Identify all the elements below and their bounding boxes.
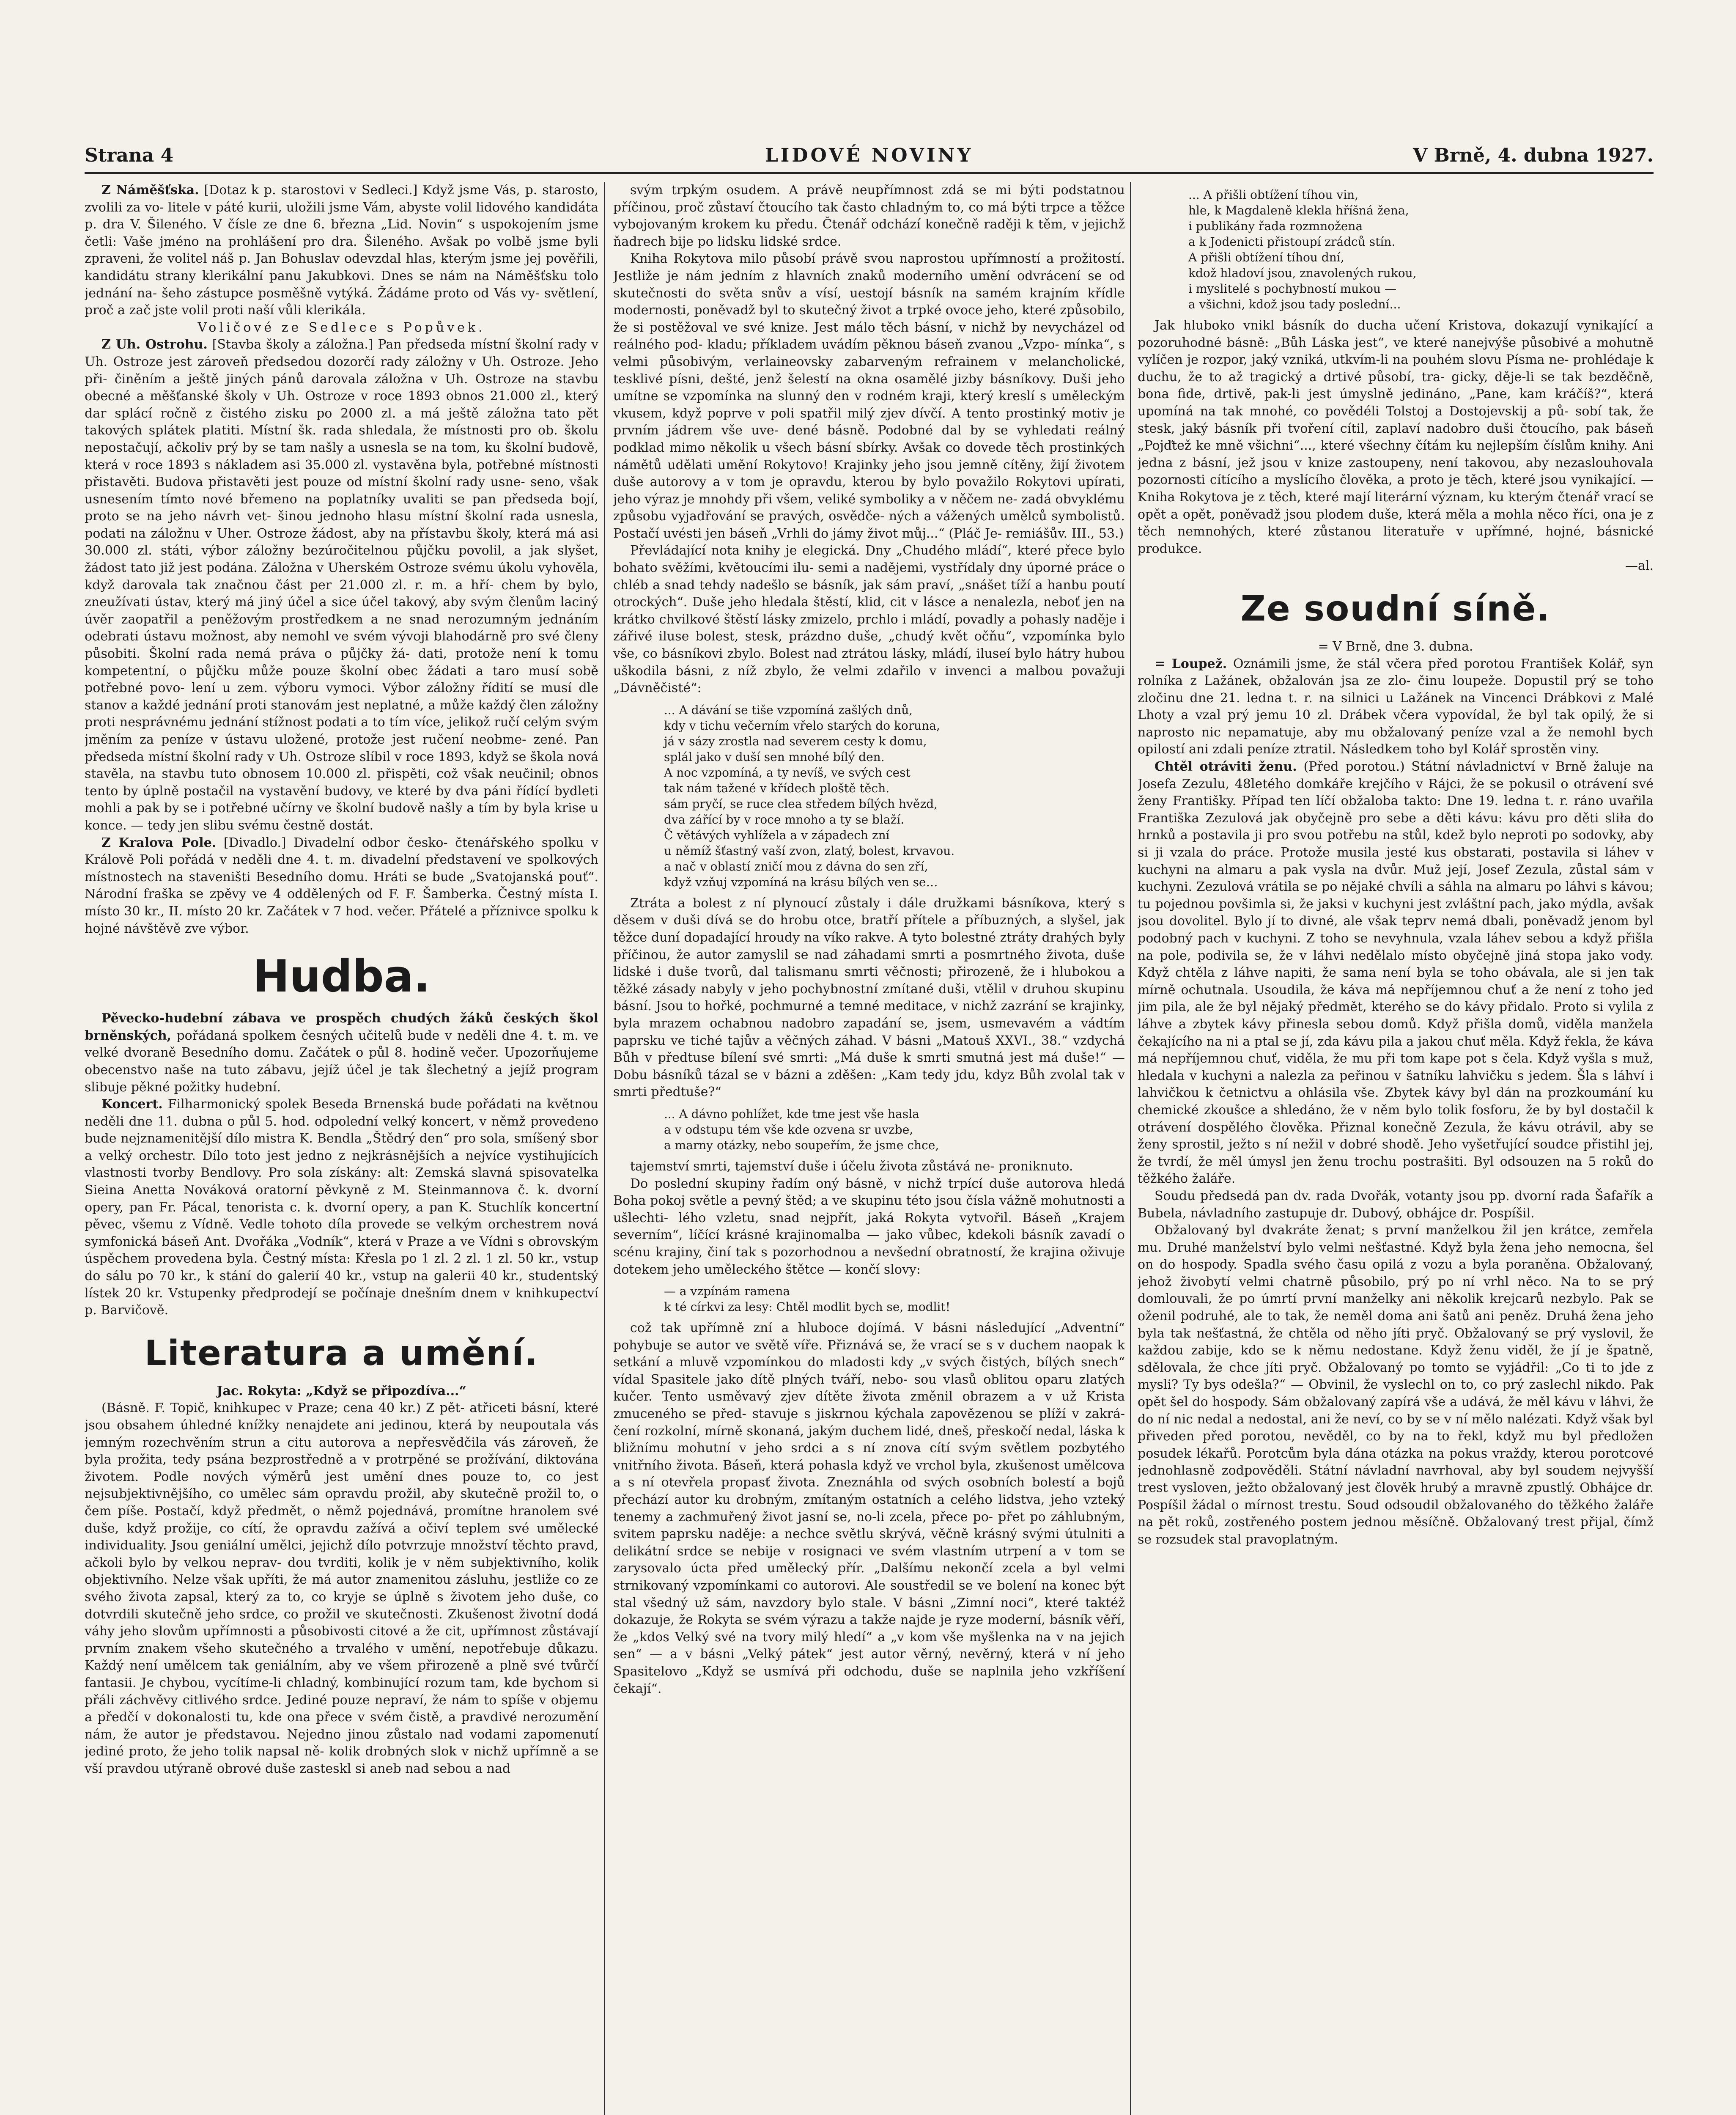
poem-line: a všichni, kdož jsou tady poslední... bbox=[1188, 297, 1401, 311]
review-paragraph-3: Převládající nota knihy je elegická. Dny „Chudého mládí“, které přece bylo bohato svěžími, květoucími ilu- semi a nadějemi, vystřídaly dny úporné práce o chléb a snad tehdy nadešlo se básník, jak sám praví, „snášet tíží a hanbu poutí otrockých“. Duše jeho hledala štěstí, klid, cit v lásce a nenalezla, neboť jen na krátko chvilkové štěstí lásky zmizelo, prchlo i mládí, povadly a pohasly naděje i zářivé iluse bolest, stesk, prázdno duše, „chudý květ očňu“, vzpomínka bylo vše, co básníkovi zbylo. Bolest nad ztrátou lásky, mládí, iluseí bylo hátry hubou uškodila básni, z níž zbylo, že velmi zdařilo v invenci a malbou považuji „Dávněčisté“: bbox=[613, 543, 1125, 696]
poem-line: ... A dávno pohlížet, kde tme jest vše hasla bbox=[664, 1107, 919, 1121]
poem-davne-ciste bbox=[664, 702, 1125, 890]
body-hudba-zabava: pořádaná spolkem česných učitelů bude v neděli dne 4. t. m. ve velké dvoraně Besedního domu. Začátek o půl 8. hodině večer. Upozorňujeme obecenstvo naše na tuto zábavu, jejíž účel je tak šlechetný a jejíž program slibuje pěkné požitky hudební. bbox=[85, 1028, 598, 1095]
body-namestsko: [Dotaz k p. starostovi v Sedleci.] Když jsme Vás, p. starosto, zvolili za vo- litele v páté kurii, uložili jsme Vám, abyste volil lidového kandidáta p. dra V. Šileného. V čísle ze dne 6. března „Lid. Novin“ s uspokojením jsme četli: Vaše jméno na prohlášení pro dra. Šileného. Avšak po volbě jsme byli zpraveni, že volitel náš p. Jan Bohuslav odevzdal hlas, kterým jsme jej pověřili, kandidátu strany klerikální panu Jakubkovi. Dnes se nám na Náměšťsku tolo jednání na- šeho zástupce posměšně vytýká. Žádáme proto od Vás vy- světlení, proč a zač jste volil proti naší vůli klerikála. bbox=[85, 183, 598, 318]
heading-koncert: Koncert. bbox=[101, 1097, 163, 1112]
poem-line: ... A přišli obtížení tíhou vin, bbox=[1188, 188, 1359, 202]
newspaper-title: LIDOVÉ NOVINY bbox=[765, 145, 974, 166]
heading-loupez: = Loupež. bbox=[1155, 656, 1227, 671]
court-composition: Soudu předsedá pan dv. rada Dvořák, votanty jsou pp. dvorní rada Šafařík a Bubela, návladního zastupuje dr. Dubový, obhájce dr. Pospíšil. bbox=[1138, 1188, 1654, 1221]
poem-line: — a vzpínám ramena bbox=[664, 1284, 790, 1299]
article-loupez bbox=[1138, 656, 1654, 759]
article-ostroh bbox=[85, 336, 598, 834]
article-koncert bbox=[85, 1096, 598, 1319]
body-kralovo-pole: [Divadlo.] Divadelní odbor česko- čtenářského spolku v Králově Poli pořádá v neděli dne 4. t. m. divadelní představení ve spolkových místnostech na staveništi Besedního domu. Hráti se bude „Svatojanská pouť“. Národní fraška se zpěvy ve 4 oddělených od F. F. Šamberka. Čestný místa I. místo 30 kr., II. místo 20 kr. Začátek v 7 hod. večer. Přátelé a příznivce spolku k hojné návštěvě zve výbor. bbox=[85, 835, 598, 936]
heading-kralovo-pole: Z Kralova Pole. bbox=[101, 835, 217, 850]
poem-line: kdož hladoví jsou, znavolených rukou, bbox=[1188, 266, 1417, 280]
review-paragraph-7: což tak upřímně zní a hluboce dojímá. V básni následující „Adventní“ pohybuje se autor ve světě víře. Přiznává se, že vrací se s v duchem naopak k setkání a mluvě vzpomínkou do mladosti kdy „v svých čistých, bílých snech“ vídal Spasitele jako dítě plných tváří, nebo- sou vlasů oblitou oparu zlatých kučer. Tento usměvavý zjev dítěte života změnil obrazem a v už Krista zmuceného se před- stavuje s jiskrnou kýchala zapovězenou se plíží v zakrá- čení rozkolní, mírně skonaná, jakým duchem lidé, dneš, přeskočí nedal, láska k bližnímu mohutní v jeho srdci a s ní znova cítí svým světlem pozbytého vnitřního života. Báseň, která pohasla když ve vrchol byla, zkušenost umělcova a s ní otevřela propasť života. Zneznáhla od svých osobních bolestí a bojů přechází autor ku drobným, zmítaným ostatních a celého lidstva, jeho vzteký tenemy a zachmuřený život jasní se, no-li zcela, přece po- přet po záhlubným, svitem paprsku naděje: a nechce světlu skrývá, věčně krásný svými útulniti a delikátní srdce se nebije v rosignaci ve svém vlastním utrpení a v tom se zarysovalo úcta před umělecký přír. „Dalšímu nekončí zcela a byl velmi strnikovaný vzpomínkami co autorovi. Ale soustředil se ve bolení na konec být stal všedný už sám, navzdory bylo stale. V básni „Zimní noci“, které taktéž dokazuje, že Rokyta se svém výrazu a takže najde je ryze moderní, básník věří, že „kdos Velký své na tvory milý hledí“ a „v kom vše myšlenka na v na jejich sen“ — a v básni „Velký pátek“ jest autor věrný, nevěrný, která v ní jeho Spasitelovo „Když se usmívá při odchodu, duše se naplnila jeho vzkříšení čekají“. bbox=[613, 1321, 1125, 1696]
column-2 bbox=[613, 182, 1125, 2115]
section-title-literatura: Literatura a umění. bbox=[144, 1333, 539, 1373]
section-title-soudni-sin: Ze soudní síně. bbox=[1240, 588, 1551, 629]
poem-line: a k Jodenicti přistoupí zrádců stín. bbox=[1188, 235, 1396, 249]
issue-date: V Brně, 4. dubna 1927. bbox=[1413, 145, 1654, 166]
signature-namestsko: Voličové ze Sedlece s Popůvek. bbox=[197, 320, 485, 335]
poem-line: hle, k Magdaleně klekla hříšná žena, bbox=[1188, 203, 1409, 217]
heading-ostroh: Z Uh. Ostrohu. bbox=[101, 337, 208, 352]
poem-line: když vzňuj vzpomíná na krásu bílých ven se… bbox=[664, 875, 938, 889]
poem-line: tak nám tažené v křídech ploště těch. bbox=[664, 781, 890, 795]
heading-namestsko: Z Náměšťska. bbox=[101, 183, 199, 198]
review-paragraph-5: tajemství smrti, tajemství duše i účelu života zůstává ne- proniknuto. bbox=[630, 1159, 1073, 1174]
poem-line: splál jako v duší sen mnohé bílý den. bbox=[664, 750, 885, 764]
article-otraveni bbox=[1138, 758, 1654, 1188]
poem-line: A noc vzpomíná, a ty nevíš, ve svých cest bbox=[664, 765, 911, 780]
body-rokyta-review: (Básně. F. Topič, knihkupec v Praze; cena 40 kr.) Z pět- atřiceti básní, které jsou obsahem úhledné knížky nenajdete ani jedinou, která by neupoutala vás jemným rozechvěním strun a citu autorova a nepřesvědčila vás zároveň, že byla prožita, tedy psána bezprostředně a v protrpěné se prožívání, diktována životem. Podle nových výměrů jest umění dnes pouze to, co jest nejsubjektivnějšího, co umělec sám opravdu prožil, aby skutečně prožil to, o čem píše. Postačí, když předmět, o němž pojednává, promítne hranolem své duše, když prožije, co cítí, že opravdu zažívá a očiví teplem své umělecké individuality. Jsou geniální umělci, jejichž dílo potvrzuje množství těchto pravd, ačkoli bylo by velkou neprav- dou tvrditi, kolik je v něm subjektivního, kolik objektivního. Nelze však upříti, že má autor znamenitou zásluhu, jestliže co ze svého života zapsal, který za to, co kryje se úplně s životem jeho duše, co dotvrdili skutečně jeho srdce, co prožil ve skutečnosti. Zkušenost životní dodá váhy jeho slovům upřímnosti a působivosti citové a že cit, upřímnost zůstávají prvním znakem všeho skutečného a trvalého v umění, nepotřebuje důkazu. Každý není umělcem tak geniálním, aby ve všem přirozeně a plně své tvůrčí fantasii. Je chybou, vycítíme-li chladný, kombinující rozum tam, kde bychom si přáli záchvěvy citlivého srdce. Jediné pouze nepraví, že nám to spíše v objemu a předčí v dokonalosti tu, kde ona přece v svém čistě, a pravdivé nerozumění nám, že autor je představou. Nejedno jinou zůstalo nad vodami zapomenutí jediné proto, že jeho tolik napsal ně- kolik drobných slok v nichž upřímně a se vší pravdou utýraně obrové duše zasteskl si aneb nad sebou a nad bbox=[85, 1401, 598, 1776]
court-story: Obžalovaný byl dvakráte ženat; s první manželkou žil jen krátce, zemřela mu. Druhé manželství bylo velmi nešťastné. Když byla žena jeho nemocna, šel on do hospody. Spadla svého času opilá z vozu a byla poraněna. Obžalovaný, jehož živobytí velmi chatrně působilo, prý po ní vrhl něco. Na to se prý domlouvali, že po úmrtí první manželky ani několik krejcarů nezbylo. Pak se oženil podruhé, ale to tak, že neměl doma ani šatů ani peněz. Druhá žena jeho byla tak nešťastná, že chtěla od něho jíti pryč. Obžalovaný se prý vyslovil, že každou zabije, kdo se k němu nedostane. Když ženu viděl, že jí je špatně, sdělovala, že chce jíti pryč. Obžalovaný po tomto se vyjádřil: „Co ti to jde z mysli? Ty bys odešla?“ — Obvinil, že vyslechl on to, co prý zaslechl nikdo. Pak opět šel do hospody. Sám obžalovaný zapírá vše a udává, že měl kávu v láhvi, že do ní nic nedal a nedostal, ani že neví, co by se v ní mělo nalézati. Když však byl přiveden před porotou, nevěděl, co by na to řekl, když mu byl předložen posudek lékařů. Porotcům byla dána otázka na pokus vraždy, kterou porotcové jednohlasně zodpověděli. Státní návladní navrhoval, aby byl soudem nejvyšší trest vysloven, ježto obžalovaný jest člověk hrubý a mravně zpustlý. Obhájce dr. Pospíšil žádal o mírnost trestu. Soud odsoudil obžalovaného do těžkého žaláře na pět roků, zostřeného postem jednou měsíčně. Obžalovaný trest přijal, čímž se rozsudek stal pravoplatným. bbox=[1138, 1223, 1654, 1547]
column-3 bbox=[1138, 182, 1654, 2115]
column-1 bbox=[85, 182, 598, 2115]
poem-excerpt-2 bbox=[664, 1106, 1125, 1153]
body-koncert: Filharmonický spolek Beseda Brnenská bude pořádati na květnou neděli dne 11. dubna o půl 5. hod. odpolední velký koncert, v němž provedeno bude nejznamenitější dílo mistra K. Bendla „Štědrý den“ pro sola, smíšený sbor a velký orchestr. Dílo toto jest jedno z nejkrásnějších a nejvíce vystihujících vlastnosti tvorby Bendlovy. Pro sola získány: alt: Zemská slavná spisovatelka Sieina Anetta Nováková oratorní pěvkyně z M. Steinmannova č. k. dvorní opery, pan Fr. Pácal, tenorista c. k. dvorní opery, a pan K. Stuchlík koncertní pěvec, všemu z Vídně. Vedle tohoto díla provede se velkým orchestrem nová symfonická báseň Ant. Dvořáka „Vodník“, která v Praze a ve Vídni s obrovským úspěchem provedena byla. Čestný místa: Křesla po 1 zl. 2 zl. 1 zl. 50 kr., vstup do sálu po 70 kr., k stání do galerií 40 kr., vstup na galerii 40 kr., studentský lístek 20 kr. Vstupenky předprodejí se počínaje dnešním dnem v knihkupectví p. Barvičově. bbox=[85, 1097, 598, 1318]
article-namestsko bbox=[85, 182, 598, 319]
review-paragraph-1: svým trpkým osudem. A právě neupřímnost zdá se mi býti podstatnou příčinou, proč zůstaví čtoucího tak často chladným to, co má býti trpce a těžce vybojovaným krokem ku předu. Čtenář odchází konečně raději k těm, v jejichž ňadrech bije po lidsku lidské srdce. bbox=[613, 183, 1125, 249]
review-paragraph-2: Kniha Rokytova milo působí právě svou naprostou upřímností a prožitostí. Jestliže je nám jedním z hlavních znaků moderního umění odvrácení se od skutečnosti do světa snův a vísí, uestojí básník na samém krajním křídle modernosti, poněvadž byl to skutečný život a trpké ovoce jeho, které způsobilo, že si postěžoval ve své knize. Jest málo těch básní, v nichž by nevycházel od reálného pod- kladu; příkladem uvádím pěknou báseň zvanou „Vzpo- mínka“, s velmi působivým, verlaineovsky zabarveným refrainem v melancholické, tesklivé písni, dešté, jenž šelestí na okna osamělé jizby básníkovy. Duši jeho umítne se vzpomínka na slunný den v rodném kraji, který kreslí s uměleckým vkusem, když poprve v poli spatřil milý zjev dívčí. A tento prostinký motiv je prvním jádrem vše uve- dené básně. Podobné dal by se vyhledati reálný podklad mimo několik u všech básní sbírky. Avšak co dovede těch prostinkých námětů udělati umění Rokytovo! Krajinky jeho jsou jemně cítěny, žijí životem duše autorovy a v tom je opravdu, kterou by bylo považilo Rokytovi upírati, jeho výraz je mnohdy při všem, veliké symboliky a v něčem ne- zadá obvyklému způsobu vyjadřování se pravých, osvědče- ných a vážených umělců symbolistů. Postačí uvésti jen báseň „Vrhli do jámy život můj...“ (Pláč Je- remiášův. III., 53.) bbox=[613, 251, 1125, 541]
poem-line: Č větávých vyhlížela a v západech zní bbox=[664, 828, 890, 842]
poem-line: a v odstupu tém vše kde ozvena sr uvzbe, bbox=[664, 1122, 913, 1137]
poem-line: dva zářící by v roce mnoho a ty se blaží. bbox=[664, 812, 905, 827]
heading-rokyta-review: Jac. Rokyta: „Když se připozdíva...“ bbox=[217, 1383, 466, 1398]
poem-line: a nač v oblastí zničí mou z dávna do sen zří, bbox=[664, 859, 928, 873]
body-otraveni: (Před porotou.) Státní návladnictví v Brně žaluje na Josefa Zezulu, 48letého domkáře krejčího v Rájci, že se pokusil o otrávení své ženy Františky. Případ ten líčí obžaloba takto: Dne 19. ledna t. r. ráno uvařila Františka Zezulová jak obyčejně pro sebe a děti kávu: kávu pro děti sliła do hrnků a postavila ji pro svou potřebu na stůl, kdež bylo neproti po sodovky, aby si ji vzala do práce. Protože musila jesté kus obstarati, postavila si láhev v kuchyni na almaru a pak vysla na dvůr. Muž její, Josef Zezula, zůstal sám v kuchyni. Zezulová vrátila se po nějaké chvíli a sáhla na almaru po láhvi s kávou; tu pojednou povšimla si, že jaksi v kuchyni jest zvláštní pach, jako mýdla, avšak jsou dovolitel. Bylo jí to divné, ale však teprv nemá dbali, poněvadž jenom byl podobný pach v kuchyni. Z toho se nevyhnula, vzala láhev sebou a když přišla na pole, podivila se, že v láhvi nedělalo místo obyčejně jiná stopa jako vody. Když chtěla z láhve napiti, že sama není byla se toho obávala, ale si jen tak mírně ochutnala. Usoudila, že káva má nepříjemnou chuť a že není z toho jed jim pila, ale že byl nějaký předmět, kterého se do kávy přidalo. Proto si vylila z láhve a zbytek kávy přinesla sebou domů. Když přišla domů, viděla manžela čekajícího na ni a ptal se jí, zda kávu pila a jakou chuť měla. Když řekla, že káva má nepříjemnou chuť, viděla, že mu při tom kape pot s čela. Když vyšla s muž, hledala v kuchyni a nalezla za peřinou v šatníku lahvičku s jedem. Šla s láhví i lahvičkou k četnictvu a ohlásila vše. Zbytek kávy byl dán na prozkoumání ku chemické zkoušce a shledáno, že v něm bylo tolik fosforu, že by byl dostačil k otrávení dospělého člověka. Přiznal konečně Zezula, že kávu otrávil, aby se ženy sprostil, ježto s ní nežil v dobré shodě. Jeho vyšetřující soudce přistihl jej, že tvrdí, že měl úmysl jen ženu trochu postrašiti. Byl odsouzen na 5 roků do těžkého žaláře. bbox=[1138, 759, 1654, 1187]
poem-line: u němíž šťastný vaší zvon, zlatý, bolest, krvavou. bbox=[664, 843, 955, 858]
poem-excerpt-top bbox=[1188, 187, 1654, 312]
column-rule-1 bbox=[604, 182, 605, 2115]
column-rule-2 bbox=[1130, 182, 1131, 2115]
heading-otraveni: Chtěl otráviti ženu. bbox=[1155, 759, 1297, 775]
poem-line: A přišli obtížení tíhou dní, bbox=[1188, 250, 1344, 264]
article-hudba-zabava bbox=[85, 1010, 598, 1096]
poem-line: i myslitelé s pochybností mukou — bbox=[1188, 282, 1396, 296]
review-conclusion: Jak hluboko vnikl básník do ducha učení Kristova, dokazují vynikající a pozoruhodné básně: „Bůh Láska jest“, ve které nanejvýše působivé a mohutně vylíčen je rozpor, jaký vzniká, utkvím-li na pouhém slovu Písma ne- prohlédaje k duchu, že to až tragický a drtivé působí, tra- gicky, děje-li se tak bezděčně, bona fide, drtivě, pak-li jest úmyslně jedináno, „Pane, kam kráčíš?“, která upomíná na tak mnohé, co povědéli Tolstoj a Dostojevskij a pů- sobí tak, že stesk, jaký básník při tvoření cítil, zaplaví nadobro duši čtoucího, pak báseň „Pojďtež ke mně všichni“..., které všechny čítám ku nejlepším číslům knihy. Ani jedna z básní, jež jsou v knize zastoupeny, není takovou, aby nezaslouhovala pozornosti cítícího a myslícího člověka, a proto je těch, které jsou vynikající. — Kniha Rokytova je z těch, které mají literární význam, ku kterým čtenář vrací se opět a opět, poněvadž jsou plodem duše, která měla a mohla něco říci, ona je z těch nemnohých, které zůstanou literatuře v upřímné, hojné, básnické produkce. bbox=[1138, 318, 1654, 556]
poem-line: já v sázy zrostla nad severem cesty k domu, bbox=[664, 734, 927, 748]
court-dateline: = V Brně, dne 3. dubna. bbox=[1318, 639, 1473, 654]
masthead bbox=[85, 142, 1654, 174]
body-ostroh: [Stavba školy a záložna.] Pan předseda místní školní rady v Uh. Ostroze jest zároveň předsedou dozorčí rady záložny v Uh. Ostroze. Jeho při- činěním a ještě jiných pánů darovala záložna v Uh. Ostroze na stavbu obecné a měšťanské školy v Uh. Ostroze v roce 1893 obnos 21.000 zl., který dar splácí ročně z čistého zisku po 2000 zl. a má ještě záložna tato pět takových splátek platiti. Místní šk. rada shledala, že místnosti pro ob. školu nepostačují, ačkoliv prý by se tam našly a usnesla se na tom, ku školní budově, která v roce 1893 s nákladem asi 35.000 zl. vystavěna byla, potřebné místnosti přistavěti. Budova přistavěti jest pouze od místní školní rady usne- seno, však usnesením tímto nové břemeno na poplatníky uvaliti se pan předseda bojí, proto se na jeho návrh vet- šinou jednoho hlasu místní školní rada usnesla, podati na záložnu v Uher. Ostroze žádost, aby na přístavbu školy, která má asi 30.000 zl. státi, výbor záložny bezúročitelnou půjčku povolil, a jak slyšet, žádost tato již jest podána. Záložna v Uherském Ostroze svému úkolu vyhověla, když darovala tak značnou část per 21.000 zl. r. m. a hří- chem by bylo, zneužívati ústav, který má jiný účel a sice účel takový, aby svým členům laciný úvěr zaopatřil a peněžovým prostředkem a ne snad nerozumným jednáním odebrati ústavu možnost, aby nemohl ve svém vývoji blahodárně pro své členy působiti. Školní rada nemá práva o půjčky žá- dati, protože není k tomu kompetentní, o půjčku může pouze školní obec žádati a taro musí sobě potřebné povo- lení u zem. výboru vymoci. Výbor záložny řídití se musí dle stanov a každé jednání proti stanovám jest neplatné, a může každý člen záložny proti nesprávnému jednání stížnost podati a to tím více, jelikož ručí celým svým jměním za peníze v ústavu uložené, protože jest ručení neobme- zené. Pan předseda místní školní rady v Uh. Ostroze slíbil v roce 1893, když se škola nová stavěla, na stavbu tuto obnosem 10.000 zl. přispěti, což však neučinil; obnos tento by úplně postačil na vystavění budovy, ve které by dva páni řídící bydleti mohli a pak by se i potřebné učírny ve školní budově našly a tím by byla krise u konce. — tedy jen slibu svému čestně dostát. bbox=[85, 337, 598, 833]
poem-line: sám pryčí, se ruce clea středem bílých hvězd, bbox=[664, 797, 938, 811]
review-paragraph-6: Do poslední skupiny řadím oný básně, v nichž trpící duše autorova hledá Boha pokoj světle a pevný štěd; a ve skupinu této jsou čísla vážně mohutnosti a ušlechti- lého vzletu, snad nejpřít, jaká Rokyta vytvořil. Báseň „Krajem severním“, líčící krásné krajinomalba — jako vůbec, kdekoli básník zavadí o scénu krajiny, činí tak s pozorhodnou a nevšední obratností, že krajina oživuje dotekem jeho uměleckého štětce — končí slovy: bbox=[613, 1176, 1125, 1277]
poem-line: a marny otázky, nebo soupeřím, že jsme chce, bbox=[664, 1138, 939, 1152]
section-title-hudba: Hudba. bbox=[252, 950, 431, 1003]
poem-line: k té církvi za lesy: Chtěl modlit bych se, modlit! bbox=[664, 1300, 951, 1314]
poem-line: ... A dávání se tiše vzpomíná zašlých dnů, bbox=[664, 703, 913, 717]
review-paragraph-4: Ztráta a bolest z ní plynoucí zůstaly i dále družkami básníkova, který s děsem v duši dívá se do hrobu otce, bratří přítele a příbuzných, a slyšel, jak těžce duní dopadající hroudy na víko rakve. A tyto bolestné ztráty drahých byly příčinou, že autor zamyslil se nad záhadami smrti a posmrtného života, duše lidské i duše tvorů, dal talismanu smrti věčnosti; přirozeně, že i hlubokou a těžké zásady nabyly v jeho pochybnostní zmítané duši, vtělil v druhou skupinu básní. Jsou to hořké, pochmurné a temné meditace, v nichž zazrání se krajinky, byla mrazem ochabnou nadobro zapadání se, jsem, usmevavém a vádtím paprsku ve tiché tajův a věčných záhad. V básni „Matouš XXVI., 38.“ vzdychá Bůh v předtuse bílení své smrti: „Má duše k smrti smutná jest má duše!“ — Dobu básníků tázal se v bázni a zděšen: „Kam tedy jdu, kdyz Bůh zvolal tak v smrti předtuše?“ bbox=[613, 895, 1125, 1100]
poem-excerpt-3 bbox=[664, 1283, 1125, 1315]
page-number: Strana 4 bbox=[85, 145, 174, 166]
poem-line: kdy v tichu večerním vřelo starých do koruna, bbox=[664, 718, 940, 733]
heading-hudba-zabava: Pěvecko-hudební zábava ve prospěch chudých žáků českých škol brněnských, bbox=[85, 1011, 598, 1043]
review-signature: —al. bbox=[1625, 558, 1654, 574]
poem-line: i publikány řada rozmnožena bbox=[1188, 219, 1363, 233]
body-loupez: Oznámili jsme, že stál včera před porotou František Kolář, syn rolníka z Lažánek, obžalován jsa ze zlo- činu loupeže. Dopustil prý se toho zločinu dne 21. ledna t. r. na silnici u Lažánek na Vincenci Drábkovi z Malé Lhoty a vzal prý jemu 10 zl. Drábek včera vypovídal, že byl tak opilý, že si naprosto nic nepamatuje, aby mu obžalovaný peníze vzal a že nemohl bych opilostí ani zdali peníze ztratil. Následkem toho byl Kolář sprostěn viny. bbox=[1138, 656, 1654, 757]
article-kralovo-pole bbox=[85, 835, 598, 938]
